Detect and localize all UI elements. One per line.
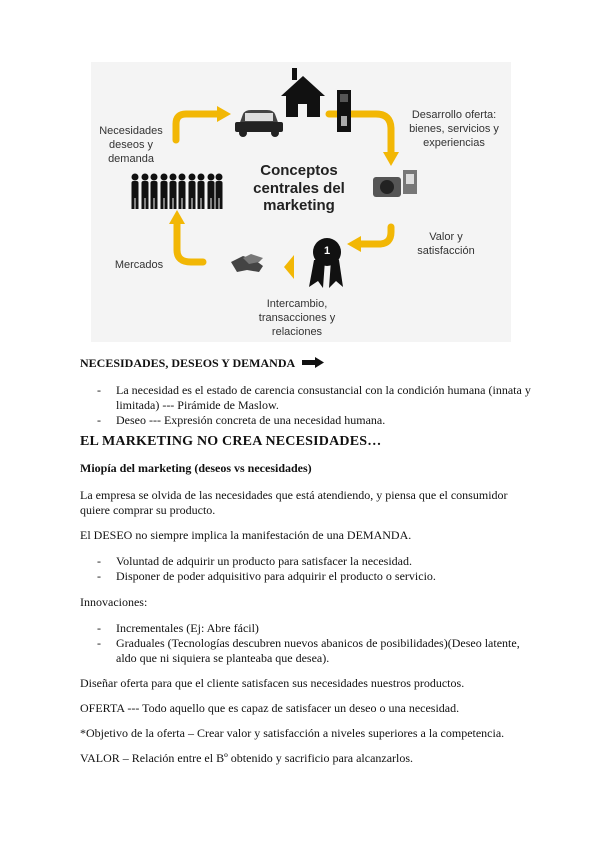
arrowhead-5 <box>284 255 294 279</box>
bullet-dash: - <box>97 636 101 650</box>
needs-label: Necesidades deseos y demanda <box>99 125 163 165</box>
paragraph-5: *Objetivo de la oferta – Crear valor y satisfacción a niveles superiores a la competencia. <box>80 726 505 740</box>
arrow-value-to-exchange <box>359 227 391 244</box>
bullet-dash: - <box>97 554 101 568</box>
house-icon <box>281 68 325 117</box>
arrow-markets-to-needs <box>177 222 203 262</box>
arrowhead-2 <box>383 152 399 166</box>
bullet-text: Voluntad de adquirir un producto para satisfacer la necesidad. <box>116 554 413 568</box>
bullet-text: Incrementales (Ej: Abre fácil) <box>116 621 259 635</box>
handshake-icon <box>231 254 263 272</box>
arrowhead-1 <box>217 106 231 122</box>
section2-subheading: Miopía del marketing (deseos vs necesidades) <box>80 461 312 475</box>
arrow-needs-to-offer <box>176 114 219 140</box>
marketing-concepts-diagram <box>91 62 511 342</box>
value-label: Valor y satisfacción <box>417 231 475 257</box>
innovations-label: Innovaciones: <box>80 595 148 609</box>
offer-label: Desarrollo oferta: bienes, servicios y experiencias <box>409 109 499 149</box>
bullet-dash: - <box>97 413 101 427</box>
paragraph-6: VALOR – Relación entre el Bº obtenido y sacrificio para alcanzarlos. <box>80 751 414 765</box>
paragraph-1: La empresa se olvida de las necesidades que está atendiendo, y piensa que el consumidor quiere comprar su producto. <box>80 488 508 517</box>
paragraph-4: OFERTA --- Todo aquello que es capaz de satisfacer un deseo o una necesidad. <box>80 701 460 715</box>
right-arrow-icon <box>302 357 324 368</box>
arrowhead-4 <box>169 210 185 224</box>
diagram-center-title: Conceptos centrales del marketing <box>253 162 345 215</box>
bullet-dash: - <box>97 383 101 397</box>
markets-label: Mercados <box>114 259 164 271</box>
people-crowd-icon <box>132 174 223 210</box>
camera-icon <box>373 170 417 197</box>
badge-number: 1 <box>323 245 331 257</box>
phone-icon <box>337 90 351 132</box>
paragraph-3: Diseñar oferta para que el cliente satisfacen sus necesidades nuestros productos. <box>80 676 465 690</box>
bullet-text: Deseo --- Expresión concreta de una necesidad humana. <box>116 413 386 427</box>
section1-heading <box>80 356 324 371</box>
paragraph-2: El DESEO no siempre implica la manifestación de una DEMANDA. <box>80 528 412 542</box>
section2-heading: EL MARKETING NO CREA NECESIDADES… <box>80 434 382 449</box>
exchange-label: Intercambio, transacciones y relaciones <box>258 298 336 338</box>
arrowhead-3 <box>347 236 361 252</box>
bullet-text: Disponer de poder adquisitivo para adquirir el producto o servicio. <box>116 569 436 583</box>
bullet-dash: - <box>97 569 101 583</box>
bullet-text: Graduales (Tecnologías descubren nuevos abanicos de posibilidades)(Deseo latente, aldo que ni siquiera se planteaba que desea). <box>116 636 520 665</box>
bullet-dash: - <box>97 621 101 635</box>
section1-heading-text: NECESIDADES, DESEOS Y DEMANDA <box>80 356 295 370</box>
bullet-text: La necesidad es el estado de carencia consustancial con la condición humana (innata y limitada) --- Pirámide de Maslow. <box>116 383 531 412</box>
car-icon <box>235 110 283 137</box>
